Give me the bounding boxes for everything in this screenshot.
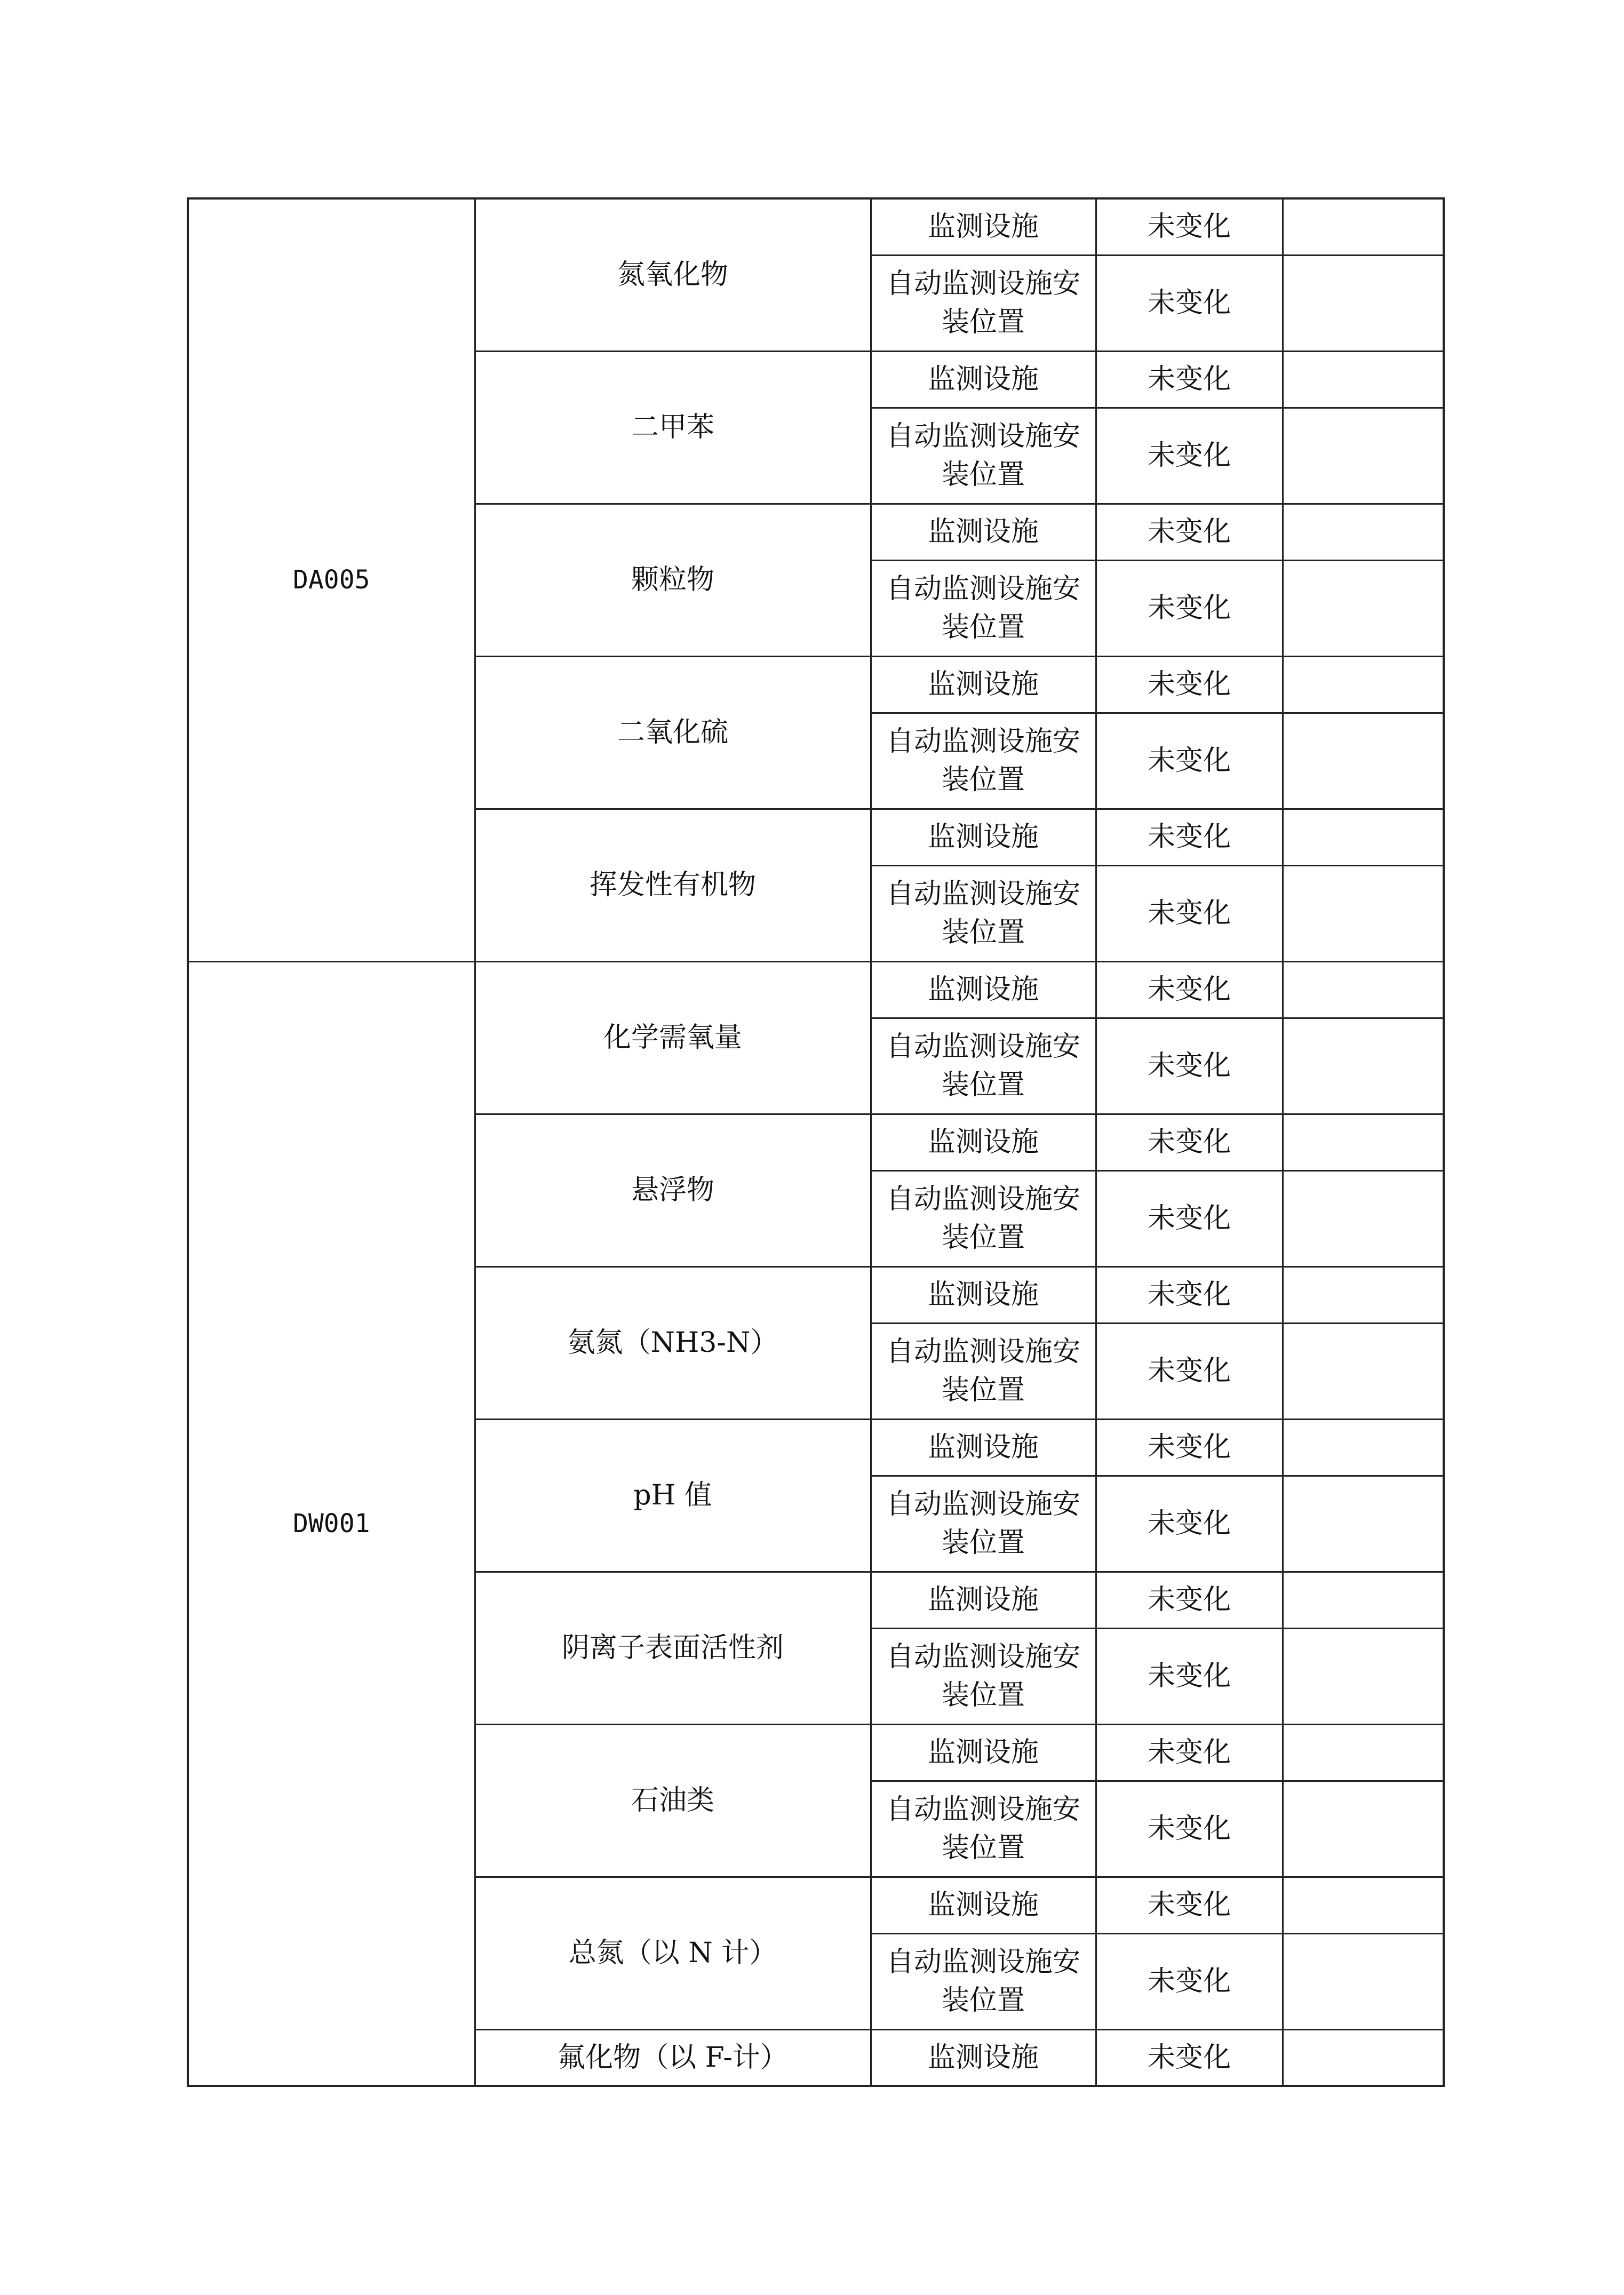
change-status-cell: 未变化 bbox=[1096, 1781, 1283, 1877]
facility-type-cell: 监测设施 bbox=[871, 1266, 1096, 1323]
remark-cell bbox=[1283, 1476, 1444, 1572]
change-status-cell: 未变化 bbox=[1096, 656, 1283, 713]
facility-type-cell: 自动监测设施安装位置 bbox=[871, 1170, 1096, 1266]
pollutant-cell: 颗粒物 bbox=[475, 504, 871, 656]
facility-type-cell: 自动监测设施安装位置 bbox=[871, 713, 1096, 809]
pollutant-cell: 氨氮（NH3-N） bbox=[475, 1266, 871, 1419]
remark-cell bbox=[1283, 408, 1444, 504]
change-status-cell: 未变化 bbox=[1096, 865, 1283, 961]
remark-cell bbox=[1283, 1419, 1444, 1476]
change-status-cell: 未变化 bbox=[1096, 351, 1283, 408]
facility-type-cell: 监测设施 bbox=[871, 198, 1096, 255]
remark-cell bbox=[1283, 560, 1444, 656]
change-status-cell: 未变化 bbox=[1096, 1933, 1283, 2029]
change-status-cell: 未变化 bbox=[1096, 1018, 1283, 1114]
pollutant-cell: 挥发性有机物 bbox=[475, 809, 871, 961]
remark-cell bbox=[1283, 1018, 1444, 1114]
pollutant-cell: 氟化物（以 F-计） bbox=[475, 2029, 871, 2086]
facility-type-cell: 自动监测设施安装位置 bbox=[871, 865, 1096, 961]
remark-cell bbox=[1283, 961, 1444, 1018]
change-status-cell: 未变化 bbox=[1096, 1419, 1283, 1476]
facility-type-cell: 监测设施 bbox=[871, 504, 1096, 560]
table-row bbox=[188, 961, 1444, 1018]
facility-type-cell: 监测设施 bbox=[871, 1572, 1096, 1628]
change-status-cell: 未变化 bbox=[1096, 1170, 1283, 1266]
remark-cell bbox=[1283, 1323, 1444, 1419]
remark-cell bbox=[1283, 1266, 1444, 1323]
remark-cell bbox=[1283, 1724, 1444, 1781]
change-status-cell: 未变化 bbox=[1096, 1724, 1283, 1781]
change-status-cell: 未变化 bbox=[1096, 560, 1283, 656]
facility-type-cell: 自动监测设施安装位置 bbox=[871, 1781, 1096, 1877]
change-status-cell: 未变化 bbox=[1096, 1628, 1283, 1724]
remark-cell bbox=[1283, 1877, 1444, 1933]
change-status-cell: 未变化 bbox=[1096, 961, 1283, 1018]
facility-type-cell: 自动监测设施安装位置 bbox=[871, 1476, 1096, 1572]
facility-type-cell: 自动监测设施安装位置 bbox=[871, 408, 1096, 504]
remark-cell bbox=[1283, 351, 1444, 408]
remark-cell bbox=[1283, 1628, 1444, 1724]
change-status-cell: 未变化 bbox=[1096, 2029, 1283, 2086]
change-status-cell: 未变化 bbox=[1096, 809, 1283, 865]
change-status-cell: 未变化 bbox=[1096, 1877, 1283, 1933]
facility-type-cell: 监测设施 bbox=[871, 351, 1096, 408]
pollutant-cell: 石油类 bbox=[475, 1724, 871, 1877]
change-status-cell: 未变化 bbox=[1096, 1323, 1283, 1419]
remark-cell bbox=[1283, 1114, 1444, 1170]
facility-type-cell: 自动监测设施安装位置 bbox=[871, 255, 1096, 351]
remark-cell bbox=[1283, 1572, 1444, 1628]
pollutant-cell: 二甲苯 bbox=[475, 351, 871, 504]
facility-type-cell: 自动监测设施安装位置 bbox=[871, 1628, 1096, 1724]
change-status-cell: 未变化 bbox=[1096, 1114, 1283, 1170]
facility-type-cell: 自动监测设施安装位置 bbox=[871, 1323, 1096, 1419]
change-status-cell: 未变化 bbox=[1096, 1476, 1283, 1572]
facility-type-cell: 监测设施 bbox=[871, 809, 1096, 865]
outlet-code-cell: DA005 bbox=[188, 198, 475, 961]
facility-type-cell: 监测设施 bbox=[871, 1877, 1096, 1933]
remark-cell bbox=[1283, 504, 1444, 560]
change-status-cell: 未变化 bbox=[1096, 198, 1283, 255]
remark-cell bbox=[1283, 255, 1444, 351]
outlet-code-cell: DW001 bbox=[188, 961, 475, 2086]
change-status-cell: 未变化 bbox=[1096, 713, 1283, 809]
change-status-cell: 未变化 bbox=[1096, 1572, 1283, 1628]
change-status-cell: 未变化 bbox=[1096, 1266, 1283, 1323]
facility-type-cell: 监测设施 bbox=[871, 961, 1096, 1018]
pollutant-cell: 化学需氧量 bbox=[475, 961, 871, 1114]
remark-cell bbox=[1283, 809, 1444, 865]
pollutant-cell: 氮氧化物 bbox=[475, 198, 871, 351]
facility-type-cell: 自动监测设施安装位置 bbox=[871, 1018, 1096, 1114]
facility-type-cell: 监测设施 bbox=[871, 656, 1096, 713]
remark-cell bbox=[1283, 2029, 1444, 2086]
facility-type-cell: 监测设施 bbox=[871, 1724, 1096, 1781]
facility-type-cell: 监测设施 bbox=[871, 1419, 1096, 1476]
remark-cell bbox=[1283, 713, 1444, 809]
change-status-cell: 未变化 bbox=[1096, 504, 1283, 560]
table-row bbox=[188, 198, 1444, 255]
pollutant-cell: pH 值 bbox=[475, 1419, 871, 1572]
remark-cell bbox=[1283, 1933, 1444, 2029]
monitoring-change-table bbox=[187, 197, 1445, 2087]
table-body bbox=[188, 198, 1444, 2086]
remark-cell bbox=[1283, 865, 1444, 961]
pollutant-cell: 悬浮物 bbox=[475, 1114, 871, 1266]
change-status-cell: 未变化 bbox=[1096, 255, 1283, 351]
facility-type-cell: 监测设施 bbox=[871, 1114, 1096, 1170]
remark-cell bbox=[1283, 198, 1444, 255]
pollutant-cell: 二氧化硫 bbox=[475, 656, 871, 809]
remark-cell bbox=[1283, 656, 1444, 713]
pollutant-cell: 阴离子表面活性剂 bbox=[475, 1572, 871, 1724]
facility-type-cell: 监测设施 bbox=[871, 2029, 1096, 2086]
facility-type-cell: 自动监测设施安装位置 bbox=[871, 1933, 1096, 2029]
remark-cell bbox=[1283, 1170, 1444, 1266]
facility-type-cell: 自动监测设施安装位置 bbox=[871, 560, 1096, 656]
remark-cell bbox=[1283, 1781, 1444, 1877]
change-status-cell: 未变化 bbox=[1096, 408, 1283, 504]
pollutant-cell: 总氮（以 N 计） bbox=[475, 1877, 871, 2029]
